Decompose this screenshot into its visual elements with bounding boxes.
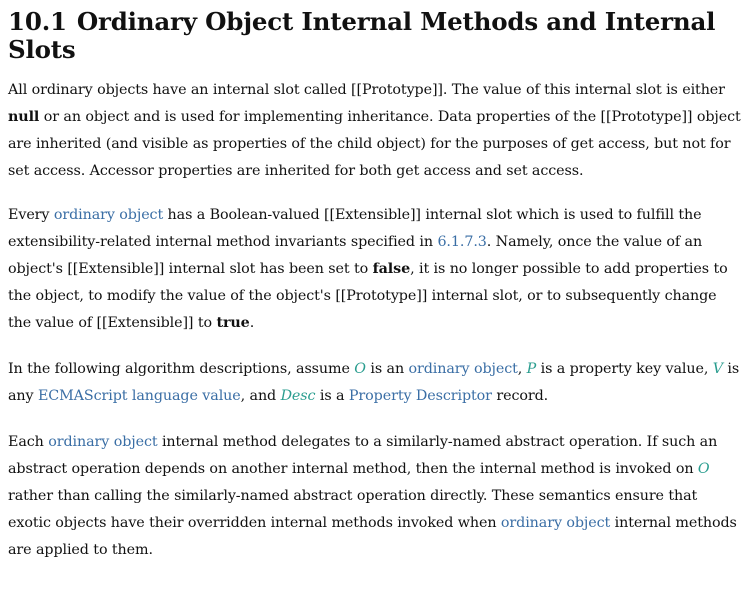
text: is any	[8, 361, 740, 404]
text: is a property key value,	[536, 361, 713, 377]
section-number: 10.1	[8, 7, 67, 36]
text: .	[249, 315, 255, 331]
section-title: Ordinary Object Internal Methods and Internal Slots	[8, 7, 716, 64]
link-property-descriptor[interactable]: Property Descriptor	[348, 388, 492, 404]
text: internal method delegates to a similarly-named abstract operation. If such an abstract operation depends on another internal method, then the internal method is invoked on	[8, 434, 718, 477]
text: ,	[517, 361, 527, 377]
text: In the following algorithm descriptions, assume	[8, 361, 355, 377]
section-heading	[8, 0, 744, 64]
variable-Desc[interactable]: Desc	[280, 388, 316, 404]
variable-O[interactable]: O	[697, 461, 710, 477]
paragraph-internal-method-delegation	[8, 429, 744, 564]
text: , it is no longer possible to add properties to the object, to modify the value of the object's [[Prototype]] internal slot, or to subsequently change the value of [[Extensible]] to	[8, 261, 728, 331]
text: internal methods are applied to them.	[8, 515, 737, 558]
text: rather than calling the similarly-named abstract operation directly. These semantics ensure that exotic objects have their overridden internal methods invoked when	[8, 488, 698, 531]
link-ordinary-object[interactable]: ordinary object	[53, 207, 164, 223]
text: , and	[240, 388, 281, 404]
variable-O[interactable]: O	[354, 361, 366, 377]
keyword-false: false	[372, 261, 411, 277]
variable-V[interactable]: V	[712, 361, 723, 377]
text: is a	[315, 388, 349, 404]
paragraph-extensible-slot	[8, 202, 744, 337]
keyword-null: null	[8, 109, 40, 125]
link-ordinary-object[interactable]: ordinary object	[408, 361, 518, 377]
text: or an object and is used for implementing inheritance. Data properties of the [[Prototype]] object are inherited (and visible as properties of the child object) for the purposes of get access, but not for set access. Accessor properties are inherited for both get access and set access.	[8, 109, 741, 179]
link-section-6-1-7-3[interactable]: 6.1.7.3	[437, 234, 487, 250]
link-ordinary-object[interactable]: ordinary object	[500, 515, 611, 531]
text: Every	[8, 207, 54, 223]
text: Each	[8, 434, 49, 450]
keyword-true: true	[216, 315, 250, 331]
variable-P[interactable]: P	[526, 361, 537, 377]
paragraph-prototype-slot	[8, 77, 744, 185]
text: record.	[491, 388, 549, 404]
text: has a Boolean-valued [[Extensible]] internal slot which is used to fulfill the extensibility-related internal method invariants specified in	[8, 207, 702, 250]
link-ordinary-object[interactable]: ordinary object	[48, 434, 158, 450]
text: All ordinary objects have an internal slot called [[Prototype]]. The value of this internal slot is either	[8, 82, 725, 98]
text: . Namely, once the value of an object's [[Extensible]] internal slot has been set to	[8, 234, 703, 277]
paragraph-algorithm-assumptions	[8, 356, 744, 410]
link-ecmascript-language-value[interactable]: ECMAScript language value	[37, 388, 241, 404]
text: is an	[365, 361, 409, 377]
